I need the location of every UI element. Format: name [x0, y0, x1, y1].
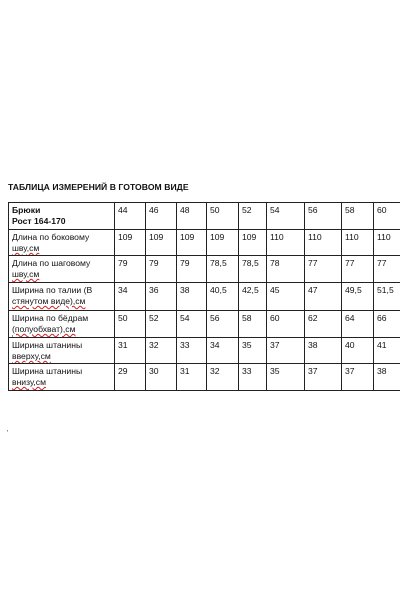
table-title: ТАБЛИЦА ИЗМЕРЕНИЙ В ГОТОВОМ ВИДЕ — [8, 182, 189, 192]
measurement-label: Ширина штанины — [12, 366, 83, 376]
table-row — [9, 230, 400, 256]
table-cell: 50 — [115, 311, 146, 338]
table-cell: 109 — [115, 230, 146, 256]
size-header-cell: 52 — [239, 203, 267, 230]
table-cell: 37 — [305, 364, 342, 391]
table-cell: 31 — [177, 364, 207, 391]
table-cell: 34 — [115, 283, 146, 311]
size-header-cell: 48 — [177, 203, 207, 230]
measurement-label-unit: (полуобхват),см — [12, 324, 76, 334]
table-row — [9, 311, 400, 338]
size-header-cell: 46 — [146, 203, 177, 230]
table-cell: 51,5 — [374, 283, 400, 311]
measurement-label-cell — [9, 338, 115, 364]
measurement-label-cell — [9, 364, 115, 391]
table-cell: 35 — [239, 338, 267, 364]
table-cell: 49,5 — [342, 283, 374, 311]
table-cell: 79 — [146, 256, 177, 283]
table-row — [9, 364, 400, 391]
measurement-label: Ширина по бёдрам — [12, 313, 89, 323]
table-cell: 77 — [374, 256, 400, 283]
table-row — [9, 283, 400, 311]
table-cell: 109 — [207, 230, 239, 256]
table-cell: 77 — [342, 256, 374, 283]
table-cell: 62 — [305, 311, 342, 338]
stray-mark: ' — [7, 430, 9, 437]
size-table — [8, 202, 400, 391]
size-header-cell: 58 — [342, 203, 374, 230]
table-cell: 33 — [177, 338, 207, 364]
table-cell: 41 — [374, 338, 400, 364]
table-cell: 40,5 — [207, 283, 239, 311]
measurement-label: Длина по шаговому — [12, 258, 91, 268]
table-cell: 38 — [177, 283, 207, 311]
table-cell: 47 — [305, 283, 342, 311]
table-cell: 32 — [207, 364, 239, 391]
measurement-label-cell — [9, 311, 115, 338]
table-cell: 38 — [305, 338, 342, 364]
size-header-cell: 44 — [115, 203, 146, 230]
table-cell: 36 — [146, 283, 177, 311]
measurement-label-unit: вверху,см — [12, 351, 51, 361]
size-header-cell: 56 — [305, 203, 342, 230]
table-cell: 78,5 — [207, 256, 239, 283]
table-cell: 40 — [342, 338, 374, 364]
table-cell: 109 — [146, 230, 177, 256]
table-cell: 110 — [267, 230, 305, 256]
table-cell: 60 — [267, 311, 305, 338]
table-cell: 109 — [177, 230, 207, 256]
measurement-label-unit: шву,см — [12, 243, 40, 253]
table-cell: 109 — [239, 230, 267, 256]
table-cell: 78 — [267, 256, 305, 283]
header-label-cell — [9, 203, 115, 230]
table-row — [9, 256, 400, 283]
table-cell: 110 — [342, 230, 374, 256]
table-cell: 78,5 — [239, 256, 267, 283]
table-cell: 110 — [374, 230, 400, 256]
table-cell: 35 — [267, 364, 305, 391]
measurement-label: Ширина по талии (В — [12, 285, 93, 295]
table-cell: 58 — [239, 311, 267, 338]
table-cell: 79 — [115, 256, 146, 283]
table-cell: 66 — [374, 311, 400, 338]
table-cell: 30 — [146, 364, 177, 391]
size-header-cell: 50 — [207, 203, 239, 230]
product-name: Брюки — [12, 205, 41, 215]
table-cell: 77 — [305, 256, 342, 283]
table-cell: 79 — [177, 256, 207, 283]
measurement-label-cell — [9, 230, 115, 256]
table-cell: 34 — [207, 338, 239, 364]
table-cell: 110 — [305, 230, 342, 256]
table-cell: 29 — [115, 364, 146, 391]
size-header-cell: 54 — [267, 203, 305, 230]
table-cell: 54 — [177, 311, 207, 338]
table-cell: 32 — [146, 338, 177, 364]
table-cell: 64 — [342, 311, 374, 338]
measurement-label: Ширина штанины — [12, 340, 83, 350]
table-cell: 45 — [267, 283, 305, 311]
measurement-label-unit: внизу,см — [12, 377, 46, 387]
measurement-label-cell — [9, 256, 115, 283]
measurement-label-unit: шву,см — [12, 269, 40, 279]
table-cell: 37 — [342, 364, 374, 391]
table-header-row — [9, 203, 400, 230]
table-cell: 52 — [146, 311, 177, 338]
height-range: Рост 164-170 — [12, 216, 66, 226]
measurement-label-unit: стянутом виде),см — [12, 296, 86, 306]
table-cell: 38 — [374, 364, 400, 391]
table-cell: 31 — [115, 338, 146, 364]
table-cell: 33 — [239, 364, 267, 391]
table-cell: 42,5 — [239, 283, 267, 311]
size-header-cell: 60 — [374, 203, 400, 230]
table-cell: 37 — [267, 338, 305, 364]
measurement-label: Длина по боковому — [12, 232, 90, 242]
table-row — [9, 338, 400, 364]
table-cell: 56 — [207, 311, 239, 338]
measurement-label-cell — [9, 283, 115, 311]
